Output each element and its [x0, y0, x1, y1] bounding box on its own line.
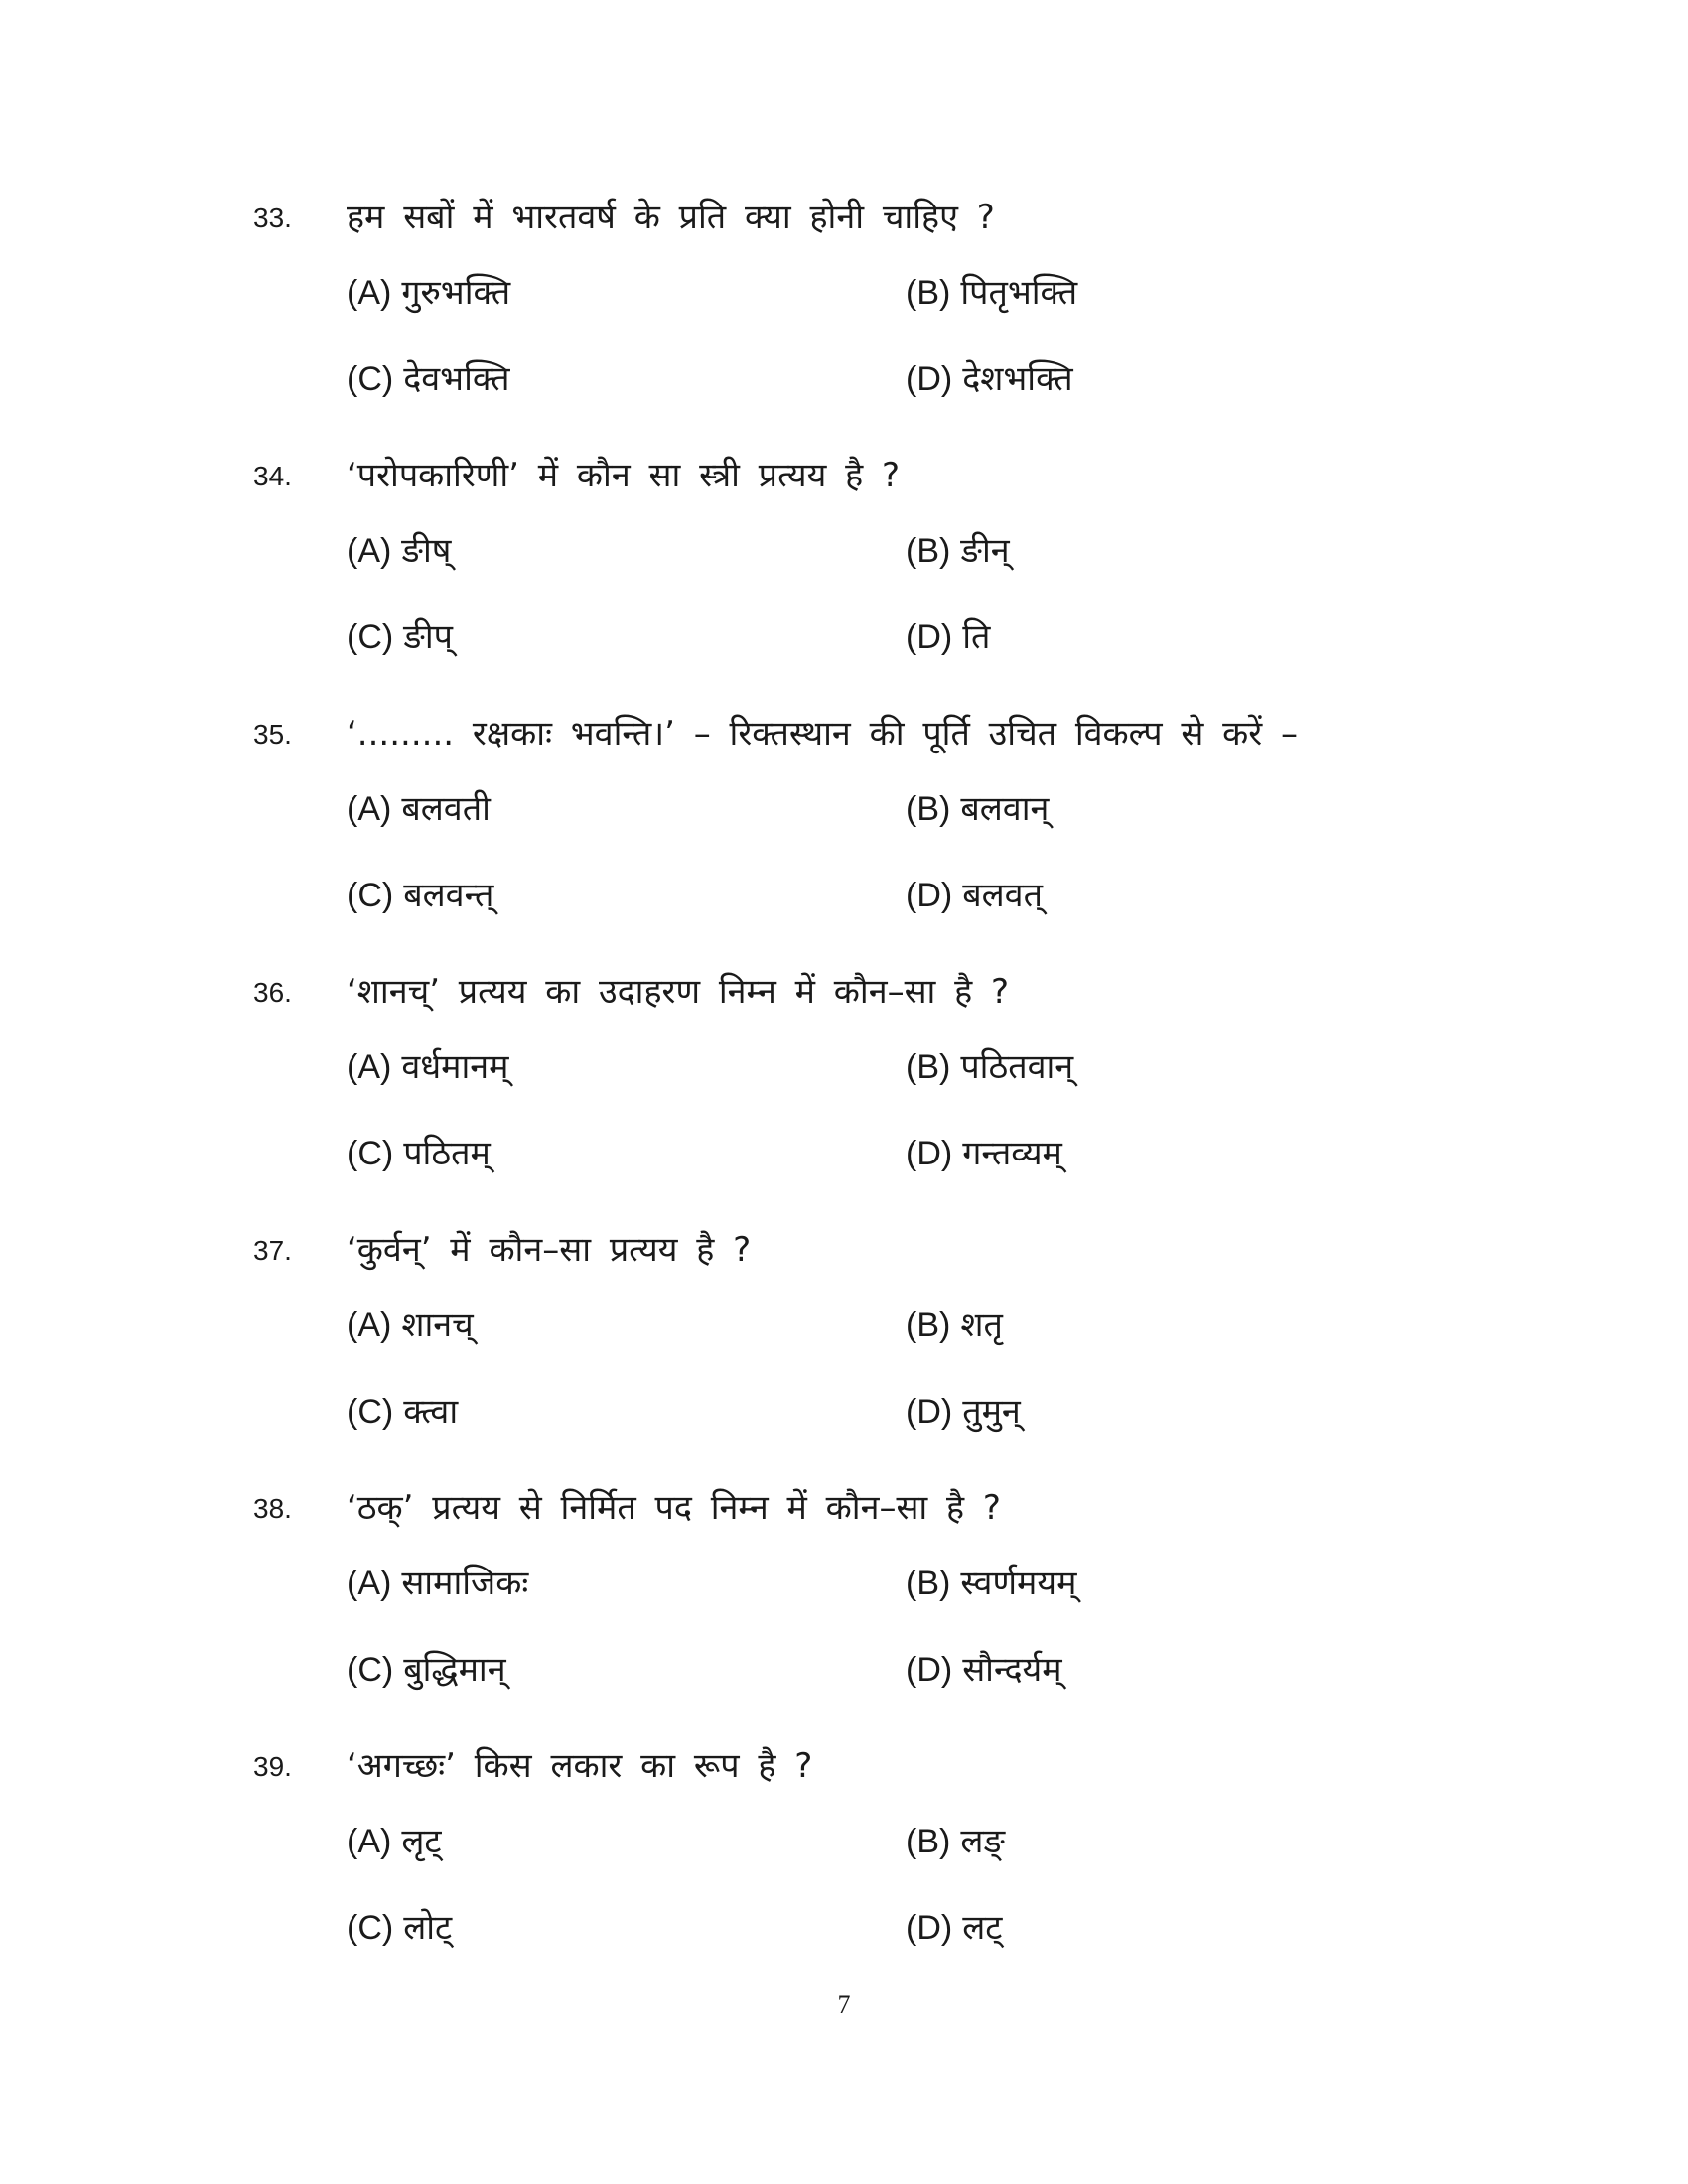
option-label: (C) [347, 877, 394, 914]
option-text: लङ् [960, 1822, 1006, 1861]
option-label: (A) [347, 274, 392, 312]
option-c [347, 1645, 506, 1691]
option-text: बलवान् [960, 789, 1050, 829]
option-text: लट् [962, 1908, 1003, 1948]
option-label: (C) [347, 1135, 394, 1172]
option-b [906, 1817, 1005, 1862]
option-text: तुमुन् [962, 1392, 1021, 1432]
option-a [347, 1559, 528, 1604]
option-b [906, 268, 1077, 314]
option-label: (B) [906, 274, 951, 312]
option-row [253, 1023, 1445, 1109]
question-33 [253, 189, 1445, 437]
option-row [253, 851, 1445, 937]
question-number: 35. [253, 719, 292, 750]
option-b [906, 1042, 1073, 1088]
option-text: ङीष् [401, 531, 452, 571]
option-d [906, 613, 990, 658]
option-d [906, 1903, 1002, 1949]
question-36 [253, 963, 1445, 1211]
option-text: गन्तव्यम् [962, 1134, 1062, 1173]
option-row [253, 1109, 1445, 1195]
option-row [253, 248, 1445, 335]
question-37 [253, 1221, 1445, 1469]
option-row [253, 1539, 1445, 1625]
question-text: ‘शानच्’ प्रत्यय का उदाहरण निम्न में कौन–सा है ? [347, 972, 1010, 1012]
option-label: (A) [347, 1823, 392, 1860]
option-text: देशभक्ति [962, 359, 1073, 399]
question-line [253, 1737, 1445, 1797]
option-c [347, 1129, 491, 1174]
question-line [253, 447, 1445, 506]
option-text: बलवती [401, 789, 491, 829]
option-label: (C) [347, 618, 394, 656]
option-row [253, 593, 1445, 679]
question-line [253, 1221, 1445, 1281]
option-label: (C) [347, 1651, 394, 1689]
option-text: पठितवान् [960, 1047, 1074, 1087]
option-text: लृट् [401, 1822, 442, 1861]
option-c [347, 871, 493, 916]
question-39 [253, 1737, 1445, 1985]
option-a [347, 1300, 474, 1346]
question-line [253, 189, 1445, 248]
option-label: (B) [906, 1823, 951, 1860]
option-a [347, 1042, 508, 1088]
question-line [253, 963, 1445, 1023]
option-c [347, 1387, 458, 1433]
option-b [906, 526, 1010, 572]
option-c [347, 613, 453, 658]
option-text: सामाजिकः [401, 1564, 529, 1603]
option-text: बलवत् [962, 876, 1043, 915]
option-label: (D) [906, 1909, 953, 1947]
question-34 [253, 447, 1445, 695]
option-d [906, 354, 1073, 400]
option-label: (B) [906, 1048, 951, 1086]
option-label: (D) [906, 877, 953, 914]
question-text: हम सबों में भारतवर्ष के प्रति क्या होनी चाहिए ? [347, 198, 995, 237]
option-text: वर्धमानम् [401, 1047, 509, 1087]
option-row [253, 1367, 1445, 1453]
option-row [253, 1625, 1445, 1711]
option-label: (A) [347, 1565, 392, 1602]
option-text: शानच् [401, 1305, 474, 1345]
question-text: ‘अगच्छः’ किस लकार का रूप है ? [347, 1746, 813, 1786]
option-text: क्त्वा [403, 1392, 459, 1432]
option-text: बुद्धिमान् [403, 1650, 506, 1690]
option-text: शतृ [960, 1305, 1003, 1345]
option-text: ङीप् [403, 617, 453, 657]
question-text: ‘ठक्’ प्रत्यय से निर्मित पद निम्न में कौन–सा है ? [347, 1488, 1001, 1528]
option-label: (D) [906, 1651, 953, 1689]
option-row [253, 1797, 1445, 1883]
option-label: (D) [906, 360, 953, 398]
option-row [253, 764, 1445, 851]
option-label: (C) [347, 1393, 394, 1431]
option-label: (C) [347, 1909, 394, 1947]
option-row [253, 1883, 1445, 1970]
option-d [906, 1387, 1021, 1433]
option-label: (C) [347, 360, 394, 398]
question-line [253, 705, 1445, 764]
option-b [906, 1300, 1003, 1346]
option-text: ङीन् [960, 531, 1010, 571]
question-number: 38. [253, 1493, 292, 1524]
question-number: 37. [253, 1235, 292, 1266]
question-text: ‘कुर्वन्’ में कौन–सा प्रत्यय है ? [347, 1230, 752, 1270]
option-label: (D) [906, 618, 953, 656]
option-row [253, 1281, 1445, 1367]
question-text: ‘......... रक्षकाः भवन्ति।’ – रिक्तस्थान की पूर्ति उचित विकल्प से करें – [347, 714, 1298, 753]
option-text: गुरुभक्ति [401, 273, 511, 313]
option-d [906, 1645, 1062, 1691]
option-text: ति [962, 617, 991, 657]
option-a [347, 526, 451, 572]
page-number: 7 [837, 1990, 851, 2019]
question-number: 34. [253, 461, 292, 491]
question-number: 36. [253, 977, 292, 1008]
option-label: (D) [906, 1393, 953, 1431]
option-text: सौन्दर्यम् [962, 1650, 1062, 1690]
option-row [253, 506, 1445, 593]
option-label: (D) [906, 1135, 953, 1172]
option-label: (B) [906, 532, 951, 570]
option-label: (A) [347, 790, 392, 828]
option-b [906, 784, 1049, 830]
question-38 [253, 1479, 1445, 1727]
option-a [347, 268, 510, 314]
option-a [347, 1817, 442, 1862]
option-label: (A) [347, 532, 392, 570]
option-d [906, 871, 1043, 916]
question-number: 33. [253, 203, 292, 233]
option-c [347, 1903, 452, 1949]
option-a [347, 784, 491, 830]
option-text: बलवन्त् [403, 876, 494, 915]
question-number: 39. [253, 1751, 292, 1782]
option-label: (A) [347, 1306, 392, 1344]
question-text: ‘परोपकारिणी’ में कौन सा स्त्री प्रत्यय है ? [347, 456, 901, 495]
option-text: पितृभक्ति [960, 273, 1078, 313]
option-b [906, 1559, 1076, 1604]
option-label: (B) [906, 790, 951, 828]
question-line [253, 1479, 1445, 1539]
option-label: (B) [906, 1565, 951, 1602]
option-text: पठितम् [403, 1134, 491, 1173]
option-row [253, 335, 1445, 421]
option-label: (A) [347, 1048, 392, 1086]
option-text: देवभक्ति [403, 359, 510, 399]
option-d [906, 1129, 1062, 1174]
option-text: लोट् [403, 1908, 453, 1948]
option-label: (B) [906, 1306, 951, 1344]
option-c [347, 354, 509, 400]
question-35 [253, 705, 1445, 953]
option-text: स्वर्णमयम् [960, 1564, 1077, 1603]
